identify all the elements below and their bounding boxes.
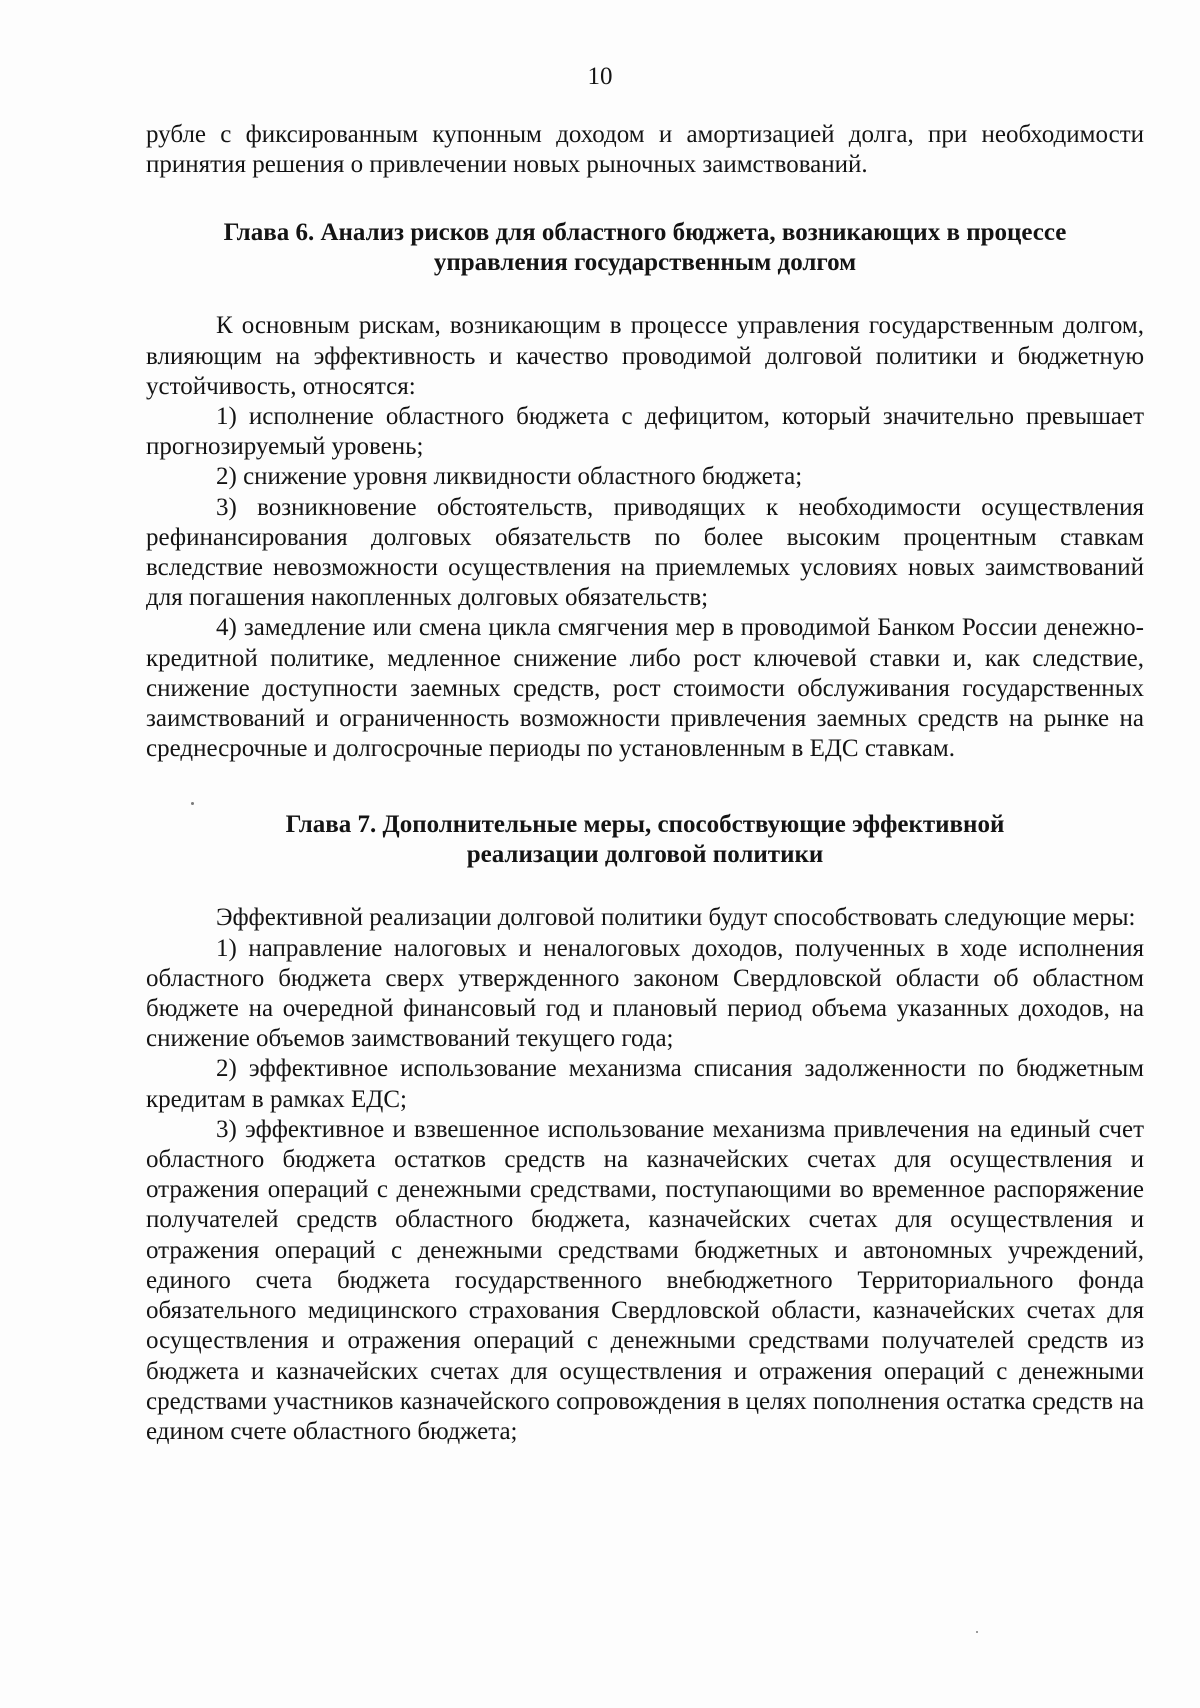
- chapter-6-lead-paragraph: К основным рискам, возникающим в процессе управления государственным долгом, влияющим на эффективность и качество проводимой долговой политики и бюджетную устойчивость, относятся:: [146, 312, 1144, 400]
- chapter-7-lead-paragraph: Эффективной реализации долговой политики будут способствовать следующие меры:: [216, 904, 1136, 932]
- chapter-7-measure-item-3: 3) эффективное и взвешенное использование механизма привлечения на единый счет областного бюджета остатков средств на казначейских счетах для осуществления и отражения операций с денежными средствами, поступающими во временное распоряжение получателей средств областного бюджета, казначейских счетах для осуществления и отражения операций с денежными средствами бюджетных и автономных учреждений, единого счета бюджета государственного внебюджетного Территориального фонда обязательного медицинского страхования Свердловской области, казначейских счетах для осуществления и отражения операций с денежными средствами получателей средств из бюджета и казначейских счетах для осуществления и отражения операций с денежными средствами участников казначейского сопровождения в целях пополнения остатка средств на едином счете областного бюджета;: [146, 1115, 1144, 1445]
- chapter-6-risk-item-3: 3) возникновение обстоятельств, приводящих к необходимости осуществления рефинансирования долговых обязательств по более высоким процентным ставкам вследствие невозможности осуществления на приемлемых условиях новых заимствований для погашения накопленных долговых обязательств;: [146, 493, 1144, 612]
- chapter-6-risk-item-4: 4) замедление или смена цикла смягчения мер в проводимой Банком России денежно-кредитной политике, медленное снижение либо рост ключевой ставки и, как следствие, снижение доступности заемных средств, рост стоимости обслуживания государственных заимствований и ограниченность возможности привлечения заемных средств на рынке на среднесрочные и долгосрочные периоды по установленным в ЕДС ставкам.: [146, 614, 1144, 763]
- chapter-6-title-line-2: управления государственным долгом: [433, 249, 857, 277]
- chapter-6-title-line-1: Глава 6. Анализ рисков для областного бюджета, возникающих в процессе: [223, 219, 1067, 247]
- chapter-7-measure-item-1: 1) направление налоговых и неналоговых доходов, полученных в ходе исполнения областного бюджета сверх утвержденного законом Свердловской области об областном бюджете на очередной финансовый год и плановый период объема указанных доходов, на снижение объемов заимствований текущего года;: [146, 934, 1144, 1053]
- page-number: 10: [587, 63, 613, 90]
- scan-speck: [976, 1631, 978, 1633]
- chapter-6-heading: [146, 218, 1144, 278]
- chapter-7-title-line-1: Глава 7. Дополнительные меры, способствующие эффективной: [285, 811, 1005, 839]
- chapter-7-title-line-2: реализации долговой политики: [466, 841, 824, 869]
- chapter-6-risk-item-2: 2) снижение уровня ликвидности областного бюджета;: [216, 463, 803, 491]
- document-body: [146, 120, 1144, 1447]
- intro-paragraph: рубле с фиксированным купонным доходом и амортизацией долга, при необходимости принятия решения о привлечении новых рыночных заимствований.: [146, 121, 1144, 179]
- chapter-6-risk-item-1: 1) исполнение областного бюджета с дефицитом, который значительно превышает прогнозируемый уровень;: [146, 403, 1144, 461]
- scan-speck: [191, 802, 194, 805]
- chapter-7-measure-item-2: 2) эффективное использование механизма списания задолженности по бюджетным кредитам в рамках ЕДС;: [146, 1055, 1144, 1113]
- chapter-7-heading: [146, 810, 1144, 870]
